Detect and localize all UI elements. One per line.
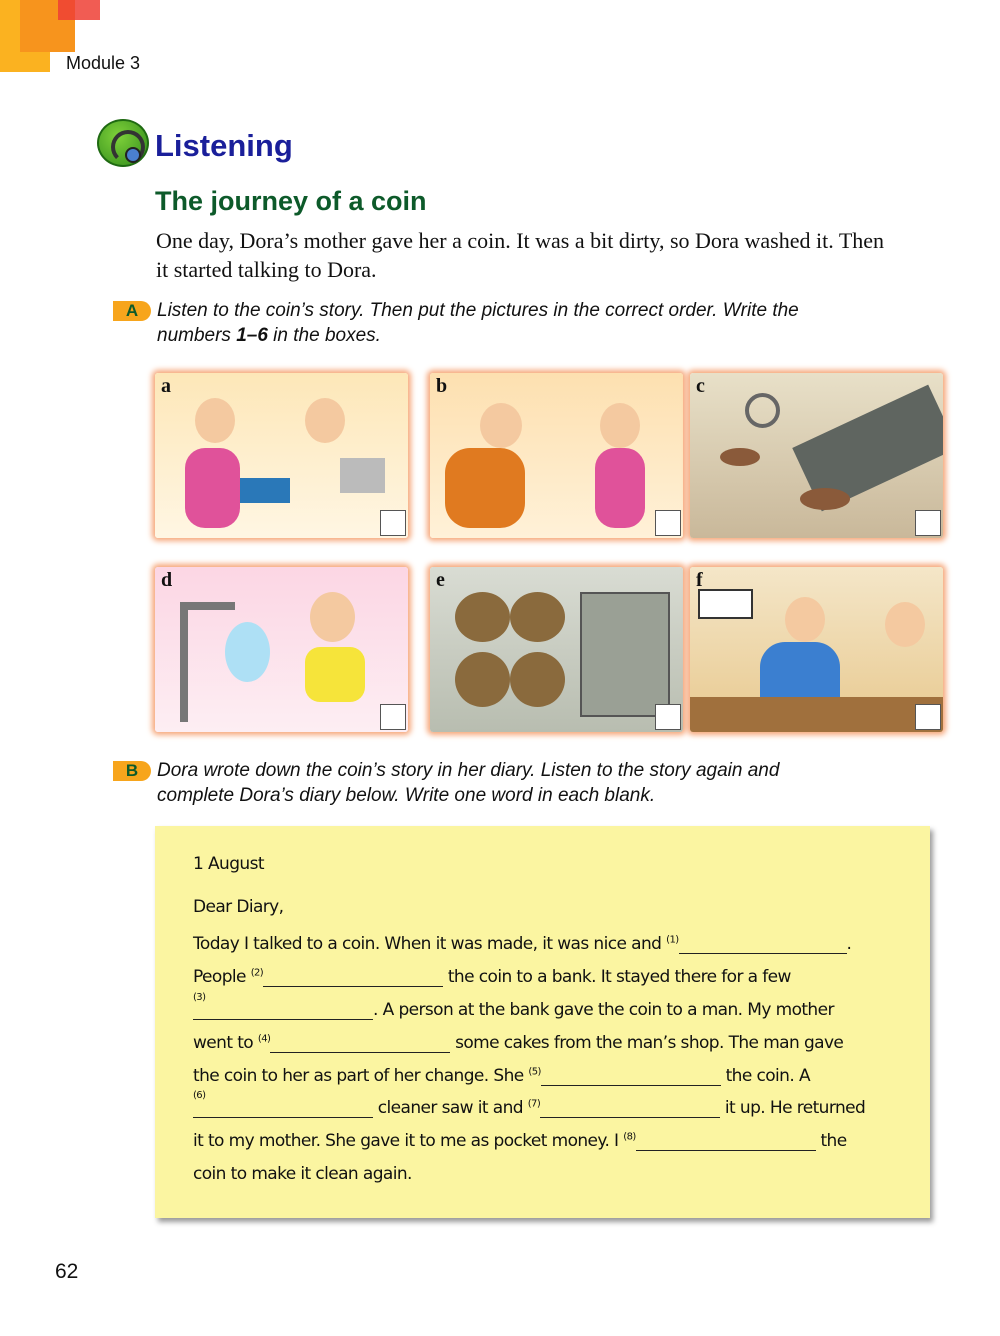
text: some cakes from the man’s shop. The man gave [450,1033,844,1053]
diary-line [193,934,851,954]
blank-1-input[interactable] [679,936,847,954]
blank-number: (7) [527,1098,541,1110]
money-bag [455,592,510,642]
vault-door [580,592,670,717]
dora-figure [310,592,355,642]
text: People [193,967,251,987]
answer-box-a[interactable] [380,510,406,536]
picture-label: e [436,569,445,591]
blank-number: (3) [193,992,206,1003]
picture-label: d [161,569,173,591]
blank-5-input[interactable] [541,1068,721,1086]
instruction-text: in the boxes. [267,325,381,346]
picture-label: f [696,569,703,591]
tap [180,602,235,610]
exercise-a-badge: A [113,301,151,321]
diary-greeting: Dear Diary, [193,897,284,917]
girl-figure [195,398,235,443]
blank-7-input[interactable] [540,1100,720,1118]
section-heading: Listening [155,128,293,163]
picture-label: b [436,375,448,397]
exercise-b-badge: B [113,761,151,781]
text: cleaner saw it and [373,1098,528,1118]
coin-mold [800,488,850,510]
text: the coin to her as part of her change. She [193,1066,529,1086]
cash-register [340,458,385,493]
diary-box [155,826,930,1218]
corner-decoration [58,0,100,20]
page-number: 62 [55,1260,79,1283]
wheel [745,393,780,428]
text: went to [193,1033,258,1053]
diary-line [193,1090,866,1118]
diary-line [193,1033,843,1053]
text: it to my mother. She gave it to me as pocket money. I [193,1131,624,1151]
text: the [815,1131,847,1151]
picture-d [155,567,408,732]
text: . A person at the bank gave the coin to a man. My mother [373,1000,834,1020]
dora-figure [305,647,365,702]
picture-c [690,373,943,538]
gift-box [240,478,290,503]
instruction-line: Dora wrote down the coin’s story in her diary. Listen to the story again and [157,760,780,781]
instruction-bold: 1–6 [236,325,268,346]
headphones-icon [97,119,149,167]
man-figure [480,403,522,448]
picture-e [430,567,683,732]
coin-mold [720,448,760,466]
money-bag [510,592,565,642]
man-figure [445,448,525,528]
module-label: Module 3 [66,53,141,73]
answer-box-b[interactable] [655,510,681,536]
exercise-b-instruction [157,758,897,808]
text: . [846,934,852,954]
answer-box-c[interactable] [915,510,941,536]
instruction-line: Listen to the coin’s story. Then put the pictures in the correct order. Write the [157,300,799,321]
tap [180,602,188,722]
text: Today I talked to a coin. When it was made, it was nice and [193,934,667,954]
girl-figure [595,448,645,528]
water [225,622,270,682]
instruction-text: numbers [157,325,237,346]
blank-6-input[interactable] [193,1100,373,1118]
picture-a [155,373,408,538]
girl-figure [185,448,240,528]
picture-f [690,567,943,732]
girl-figure [600,403,640,448]
picture-label: c [696,375,705,397]
man-figure [785,597,825,642]
answer-box-f[interactable] [915,704,941,730]
money-bag [510,652,565,707]
diary-line [193,1066,810,1086]
blank-2-input[interactable] [263,969,443,987]
blank-number: (6) [193,1090,206,1101]
text: the coin to a bank. It stayed there for a few [443,967,791,987]
blank-number: (5) [528,1066,541,1078]
blank-number: (8) [623,1131,636,1143]
shopkeeper-figure [305,398,345,443]
answer-box-d[interactable] [380,704,406,730]
blank-number: (1) [666,934,679,946]
diary-line [193,967,791,987]
blank-number: (4) [257,1033,271,1045]
counter [690,697,943,732]
diary-line [193,1131,847,1151]
customer-figure [885,602,925,647]
blank-3-input[interactable] [193,1002,373,1020]
blank-4-input[interactable] [270,1035,450,1053]
text: the coin. A [720,1066,810,1086]
text: it up. He returned [720,1098,866,1118]
page-title: The journey of a coin [155,186,427,216]
blank-number: (2) [250,967,264,979]
bank-sign [698,589,753,619]
money-bag [455,652,510,707]
diary-line: coin to make it clean again. [193,1164,412,1184]
blank-8-input[interactable] [636,1133,816,1151]
diary-date: 1 August [193,854,264,874]
picture-label: a [161,375,171,397]
answer-box-e[interactable] [655,704,681,730]
instruction-line: complete Dora’s diary below. Write one word in each blank. [157,785,656,806]
intro-text: One day, Dora’s mother gave her a coin. It was a bit dirty, so Dora washed it. Then it started talking to Dora. [156,228,885,282]
diary-line [193,992,834,1020]
picture-b [430,373,683,538]
exercise-a-instruction [157,298,897,348]
